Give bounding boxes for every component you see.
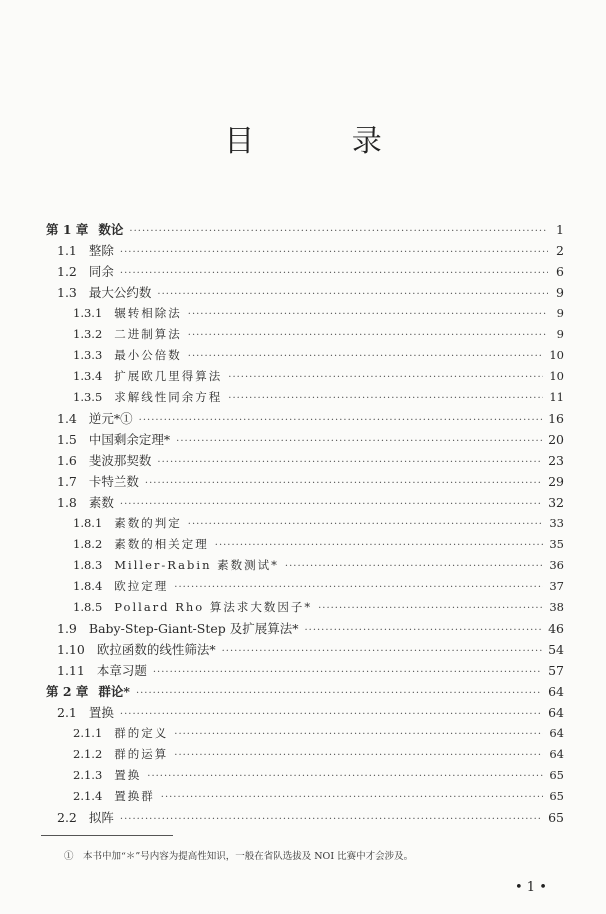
toc-entry-page: 38	[549, 600, 564, 614]
dot-leader	[318, 598, 543, 619]
toc-section-entry[interactable]	[46, 702, 564, 723]
page-number: • 1 •	[515, 880, 547, 895]
toc-entry-page: 37	[549, 579, 564, 593]
toc-entry-page: 64	[548, 684, 564, 699]
toc-entry-number: 1.3.5	[73, 390, 103, 404]
toc-entry-page: 65	[549, 789, 564, 803]
toc-entry-number: 第 1 章	[46, 222, 89, 237]
toc-entry-title: 置换群	[114, 789, 155, 803]
toc-entry-number: 2.1.3	[73, 768, 103, 782]
toc-section-entry[interactable]	[46, 471, 564, 492]
dot-leader	[228, 388, 543, 409]
toc-entry-title: 逆元*①	[88, 411, 133, 426]
toc-entry-title: 本章习题	[96, 663, 147, 678]
toc-entry-number: 1.8.1	[73, 516, 103, 530]
dot-leader	[188, 346, 544, 367]
dot-leader	[188, 325, 548, 346]
toc-entry-title: 扩展欧几里得算法	[114, 369, 223, 383]
toc-entry-page: 54	[548, 642, 564, 657]
toc-entry-number: 1.2	[57, 264, 77, 279]
toc-section-entry[interactable]	[46, 408, 564, 429]
dot-leader	[215, 535, 544, 556]
toc-subsection-entry[interactable]	[46, 723, 564, 744]
toc-entry-title: 二进制算法	[114, 327, 182, 341]
dot-leader	[188, 514, 544, 535]
toc-entry-page: 35	[549, 537, 564, 551]
toc-subsection-entry[interactable]	[46, 303, 564, 324]
toc-entry-number: 1.4	[57, 411, 77, 426]
toc-entry-title: 欧拉定理	[114, 579, 169, 593]
toc-entry-title: 素数的相关定理	[114, 537, 209, 551]
dot-leader	[176, 431, 542, 452]
toc-entry-number: 1.3.1	[73, 306, 103, 320]
toc-chapter-entry[interactable]	[46, 219, 564, 240]
toc-subsection-entry[interactable]	[46, 366, 564, 387]
toc-subsection-entry[interactable]	[46, 513, 564, 534]
dot-leader	[120, 242, 548, 263]
toc-entry-number: 2.1	[57, 705, 77, 720]
toc-entry-title: 斐波那契数	[88, 453, 152, 468]
dot-leader	[161, 787, 544, 808]
toc-entry-page: 23	[548, 453, 564, 468]
toc-entry-page: 29	[548, 474, 564, 489]
toc-entry-title: 群的运算	[114, 747, 169, 761]
toc-entry-title: 置换	[114, 768, 142, 782]
toc-entry-number: 1.5	[57, 432, 77, 447]
toc-entry-page: 64	[548, 705, 564, 720]
toc-subsection-entry[interactable]	[46, 555, 564, 576]
toc-subsection-entry[interactable]	[46, 597, 564, 618]
toc-entry-page: 9	[556, 327, 564, 341]
toc-entry-page: 9	[556, 306, 564, 320]
toc-entry-title: 拟阵	[88, 810, 114, 825]
dot-leader	[157, 284, 548, 305]
toc-section-entry[interactable]	[46, 261, 564, 282]
toc-subsection-entry[interactable]	[46, 744, 564, 765]
dot-leader	[188, 304, 548, 325]
toc-entry-title: 群的定义	[114, 726, 169, 740]
toc-subsection-entry[interactable]	[46, 576, 564, 597]
toc-entry-page: 36	[549, 558, 564, 572]
toc-entry-title: 同余	[88, 264, 114, 279]
toc-entry-number: 1.8	[57, 495, 77, 510]
toc-entry-title: 中国剩余定理*	[88, 432, 171, 447]
toc-entry-number: 1.8.2	[73, 537, 103, 551]
toc-entry-page: 57	[548, 663, 564, 678]
toc-entry-page: 65	[549, 768, 564, 782]
toc-entry-title: 数论	[98, 222, 124, 237]
toc-section-entry[interactable]	[46, 429, 564, 450]
dot-leader	[120, 809, 542, 830]
toc-section-entry[interactable]	[46, 240, 564, 261]
toc-chapter-entry[interactable]	[46, 681, 564, 702]
dot-leader	[304, 620, 542, 641]
toc-entry-number: 1.8.5	[73, 600, 103, 614]
toc-entry-number: 1.1	[57, 243, 77, 258]
toc-entry-title: 整除	[88, 243, 114, 258]
toc-entry-title: 卡特兰数	[88, 474, 139, 489]
toc-entry-number: 1.3	[57, 285, 77, 300]
toc-subsection-entry[interactable]	[46, 765, 564, 786]
toc-entry-number: 2.2	[57, 810, 77, 825]
toc-entry-title: 群论*	[98, 684, 130, 699]
toc-entry-title: 置换	[88, 705, 114, 720]
toc-entry-page: 11	[549, 390, 564, 404]
dot-leader	[145, 473, 542, 494]
toc-entry-title: 素数	[88, 495, 114, 510]
toc-entry-title: Miller-Rabin 素数测试*	[114, 558, 279, 572]
toc-subsection-entry[interactable]	[46, 345, 564, 366]
toc-entry-number: 第 2 章	[46, 684, 89, 699]
toc-entry-number: 1.10	[57, 642, 85, 657]
toc-entry-title: 欧拉函数的线性筛法*	[96, 642, 216, 657]
dot-leader	[139, 410, 542, 431]
footnote: ① 本书中加“＊”号内容为提高性知识，一般在省队选拔及 NOI 比赛中才会涉及。	[64, 851, 414, 862]
dot-leader	[228, 367, 543, 388]
toc-section-entry[interactable]	[46, 492, 564, 513]
toc-entry-page: 10	[549, 348, 564, 362]
toc-entry-number: 1.9	[57, 621, 77, 636]
toc-entry-title: 最大公约数	[88, 285, 152, 300]
dot-leader	[285, 556, 543, 577]
toc-entry-page: 16	[548, 411, 564, 426]
dot-leader	[120, 494, 542, 515]
toc-entry-title: 素数的判定	[114, 516, 182, 530]
toc-subsection-entry[interactable]	[46, 534, 564, 555]
toc-section-entry[interactable]	[46, 618, 564, 639]
toc-entry-title: Baby-Step-Giant-Step 及扩展算法*	[88, 621, 299, 636]
toc-entry-page: 2	[556, 243, 564, 258]
dot-leader	[129, 221, 548, 242]
toc-entry-number: 1.8.4	[73, 579, 103, 593]
toc-entry-number: 2.1.2	[73, 747, 103, 761]
toc-entry-number: 1.11	[57, 663, 85, 678]
toc-entry-page: 65	[548, 810, 564, 825]
toc-entry-page: 20	[548, 432, 564, 447]
toc-entry-page: 10	[549, 369, 564, 383]
toc-entry-page: 64	[549, 726, 564, 740]
dot-leader	[147, 766, 543, 787]
dot-leader	[174, 745, 543, 766]
toc-entry-number: 2.1.1	[73, 726, 103, 740]
toc-entry-number: 2.1.4	[73, 789, 103, 803]
dot-leader	[157, 452, 542, 473]
toc-subsection-entry[interactable]	[46, 786, 564, 807]
dot-leader	[174, 577, 543, 598]
toc-subsection-entry[interactable]	[46, 324, 564, 345]
toc-entry-number: 1.3.2	[73, 327, 103, 341]
toc-entry-title: 求解线性同余方程	[114, 390, 223, 404]
toc-section-entry[interactable]	[46, 807, 564, 828]
toc-entry-number: 1.7	[57, 474, 77, 489]
toc-entry-page: 6	[556, 264, 564, 279]
toc-section-entry[interactable]	[46, 282, 564, 303]
toc-entry-page: 9	[556, 285, 564, 300]
toc-section-entry[interactable]	[46, 450, 564, 471]
toc-entry-title: 辗转相除法	[114, 306, 182, 320]
dot-leader	[136, 683, 542, 704]
toc-entry-number: 1.8.3	[73, 558, 103, 572]
dot-leader	[120, 704, 542, 725]
toc-entry-page: 46	[548, 621, 564, 636]
toc-entry-page: 64	[549, 747, 564, 761]
toc-title: 目 录	[224, 124, 426, 159]
dot-leader	[120, 263, 548, 284]
toc-entry-number: 1.6	[57, 453, 77, 468]
toc-section-entry[interactable]	[46, 639, 564, 660]
toc-entry-number: 1.3.3	[73, 348, 103, 362]
dot-leader	[174, 724, 543, 745]
toc-subsection-entry[interactable]	[46, 387, 564, 408]
toc-section-entry[interactable]	[46, 660, 564, 681]
toc-entry-title: Pollard Rho 算法求大数因子*	[114, 600, 313, 614]
toc-entry-number: 1.3.4	[73, 369, 103, 383]
toc-entry-page: 32	[548, 495, 564, 510]
toc-entry-page: 1	[556, 222, 564, 237]
toc-entry-title: 最小公倍数	[114, 348, 182, 362]
toc-entry-page: 33	[549, 516, 564, 530]
table-of-contents	[46, 219, 564, 828]
footnote-divider	[41, 835, 173, 836]
dot-leader	[153, 662, 542, 683]
dot-leader	[222, 641, 542, 662]
